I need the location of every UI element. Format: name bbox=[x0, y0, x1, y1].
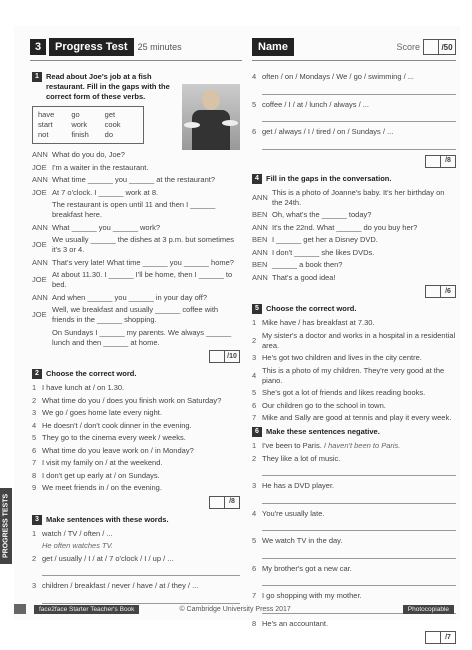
score-input-box[interactable] bbox=[425, 155, 441, 168]
list-item: 5 She's got a lot of friends and likes reading books. bbox=[252, 388, 426, 397]
dialogue-line: ANN And when ______ you ______ in your day off? bbox=[32, 292, 207, 302]
side-tab-progress-tests: PROGRESS TESTS bbox=[0, 488, 12, 564]
list-item: 5 We watch TV in the day. bbox=[252, 536, 343, 545]
list-item: 3 children / breakfast / never / have / at / they / ... bbox=[32, 581, 199, 590]
list-item: 2 What time do you / does you finish work on Saturday? bbox=[32, 395, 222, 405]
section-1-heading bbox=[32, 72, 172, 102]
list-item: 6 My brother's got a new car. bbox=[252, 563, 352, 573]
dialogue-line: ANN It's the 22nd. What ______ do you buy her? bbox=[252, 222, 418, 232]
answer-line[interactable] bbox=[262, 466, 456, 476]
score-input-box[interactable] bbox=[425, 285, 441, 298]
section-3-items bbox=[32, 529, 240, 604]
dialogue-line: BEN ______ a book then? bbox=[252, 260, 343, 269]
answer-line[interactable] bbox=[262, 576, 456, 586]
section-number: 1 bbox=[32, 72, 42, 82]
section-3-score: /8 bbox=[252, 155, 456, 168]
dialogue-line: JOE At 7 o'clock. I ______ work at 8. bbox=[32, 187, 159, 197]
answer-line[interactable] bbox=[262, 140, 456, 150]
section-2-heading: 2 Choose the correct word. bbox=[32, 369, 240, 379]
score-total: /50 bbox=[439, 39, 456, 55]
list-item: 6 What time do you leave work on / in Monday? bbox=[32, 445, 194, 455]
dialogue-line: JOE I'm a waiter in the restaurant. bbox=[32, 162, 149, 172]
answer-line[interactable] bbox=[262, 494, 456, 504]
word: not bbox=[38, 130, 49, 139]
section-4-score: /6 bbox=[252, 285, 456, 298]
list-item: 8 I don't get up early at / on Sundays. bbox=[32, 470, 160, 480]
list-item: 5 coffee / I / at / lunch / always / ... bbox=[252, 99, 369, 109]
list-item: 3 He has a DVD player. bbox=[252, 481, 335, 490]
section-5-heading: 5 Choose the correct word. bbox=[252, 304, 456, 314]
list-item: 7 I go shopping with my mother. bbox=[252, 591, 362, 600]
word: get bbox=[104, 110, 116, 119]
list-item: 4 He doesn't / don't cook dinner in the evening. bbox=[32, 420, 192, 430]
score-input-box[interactable] bbox=[209, 350, 225, 363]
test-title: Progress Test bbox=[49, 38, 134, 56]
dialogue-line: ANN This is a photo of Joanne's baby. It's her birthday on the 24th. bbox=[252, 187, 445, 207]
list-item: 3 He's got two children and lives in the city centre. bbox=[252, 353, 422, 362]
section-5-items bbox=[252, 318, 456, 423]
dialogue-line: JOE We usually ______ the dishes at 3 p.m. but sometimes it's 3 or 4. bbox=[32, 235, 235, 254]
section-6-score: /7 bbox=[252, 631, 456, 644]
page-footer bbox=[14, 602, 460, 616]
section-title: Read about Joe's job at a fish restaurant. Fill in the gaps with the correct form of these verbs. bbox=[46, 72, 170, 101]
score-input-box[interactable] bbox=[423, 39, 439, 55]
dialogue-line: ANN What ______ you ______ work? bbox=[32, 222, 160, 232]
list-item: 6 Our children go to the school in town. bbox=[252, 400, 386, 410]
dialogue-line: ANN What time ______ you ______ at the restaurant? bbox=[32, 175, 216, 184]
score-input-box[interactable] bbox=[425, 631, 441, 644]
list-item: 4 You're usually late. bbox=[252, 508, 325, 518]
page-number-marker bbox=[14, 604, 26, 614]
list-item: 7 I visit my family on / at the weekend. bbox=[32, 458, 163, 467]
score-label: Score bbox=[396, 42, 420, 52]
list-item: 4 often / on / Mondays / We / go / swimming / ... bbox=[252, 72, 415, 81]
unit-number: 3 bbox=[30, 39, 46, 55]
name-label: Name bbox=[252, 38, 294, 56]
list-item: 2 get / usually / I / at / 7 o'clock / I / up / ... bbox=[32, 553, 174, 563]
word: work bbox=[71, 120, 88, 129]
header-rule-right bbox=[252, 60, 456, 61]
dialogue-line: ANN That's very late! What time ______ you ______ home? bbox=[32, 257, 234, 267]
answer-line[interactable] bbox=[262, 112, 456, 122]
section-2-score: /8 bbox=[32, 496, 240, 509]
word: cook bbox=[104, 120, 121, 129]
dialogue-line: On Sundays I ______ my parents. We always ______ lunch and then ______ at home. bbox=[52, 327, 232, 347]
answer-line[interactable] bbox=[262, 521, 456, 531]
section-1-score: /10 bbox=[32, 350, 240, 363]
list-item: 1 I have lunch at / on 1.30. bbox=[32, 383, 125, 392]
word: go bbox=[71, 110, 80, 119]
answer-line[interactable] bbox=[262, 85, 456, 95]
section-6-heading: 6 Make these sentences negative. bbox=[252, 427, 456, 437]
word: have bbox=[38, 110, 55, 119]
dialogue-line: JOE Well, we breakfast and usually ______ coffee with friends in the ______ shopping. bbox=[32, 305, 219, 324]
answer-line[interactable] bbox=[262, 549, 456, 559]
dialogue-line: ANN What do you do, Joe? bbox=[32, 150, 125, 159]
photocopiable-label: Photocopiable bbox=[403, 605, 454, 614]
score-input-box[interactable] bbox=[209, 496, 225, 509]
section-6-items bbox=[252, 441, 456, 629]
dialogue-line: The restaurant is open until 11 and then I ______ breakfast here. bbox=[52, 200, 216, 219]
list-item: 2 They like a lot of music. bbox=[252, 453, 341, 463]
list-item: 1 watch / TV / often / ... bbox=[32, 528, 113, 538]
word: finish bbox=[71, 130, 89, 139]
conversation-1 bbox=[32, 150, 240, 348]
copyright: © Cambridge University Press 2017 bbox=[179, 605, 291, 613]
header-rule bbox=[30, 60, 242, 61]
answer-line[interactable] bbox=[42, 566, 240, 576]
list-item: 8 He's an accountant. bbox=[252, 618, 329, 628]
list-item: 4 This is a photo of my children. They're very good at the piano. bbox=[252, 365, 445, 385]
test-duration: 25 minutes bbox=[137, 42, 182, 52]
conversation-4 bbox=[252, 188, 456, 283]
section-4-heading: 4 Fill in the gaps in the conversation. bbox=[252, 174, 456, 184]
list-item: 7 Mike and Sally are good at tennis and play it every week. bbox=[252, 413, 452, 422]
right-column bbox=[252, 72, 456, 650]
test-header bbox=[30, 36, 242, 58]
dialogue-line: BEN I ______ get her a Disney DVD. bbox=[252, 235, 378, 244]
section-2-items bbox=[32, 383, 240, 493]
book-title: face2face Starter Teacher's Book bbox=[34, 605, 139, 614]
dialogue-line: JOE At about 11.30. I ______ I'll be home, then I ______ to bed. bbox=[32, 270, 233, 289]
word: do bbox=[104, 130, 113, 139]
example-item: 1 I've been to Paris. I haven't been to Paris. bbox=[252, 441, 401, 450]
list-item: 5 They go to the cinema every week / weeks. bbox=[32, 433, 186, 442]
word-box bbox=[32, 106, 144, 144]
worksheet-page bbox=[14, 26, 460, 641]
example-answer: He often watches TV. bbox=[42, 541, 114, 550]
dialogue-line: ANN I don't ______ she likes DVDs. bbox=[252, 247, 375, 257]
left-column bbox=[32, 72, 240, 609]
dialogue-line: ANN That's a good idea! bbox=[252, 272, 336, 282]
list-item: 1 Mike have / has breakfast at 7.30. bbox=[252, 318, 375, 327]
dialogue-line: BEN Oh, what's the ______ today? bbox=[252, 210, 372, 219]
list-item: 3 We go / goes home late every night. bbox=[32, 408, 162, 417]
list-item: 9 We meet friends in / on the evening. bbox=[32, 483, 162, 492]
word: start bbox=[38, 120, 53, 129]
section-3-continued bbox=[252, 72, 456, 150]
section-3-heading: 3 Make sentences with these words. bbox=[32, 515, 240, 525]
list-item: 2 My sister's a doctor and works in a hospital in a residential area. bbox=[252, 330, 456, 350]
waiter-photo bbox=[182, 84, 240, 150]
list-item: 6 get / always / I / tired / on / Sundays / ... bbox=[252, 127, 394, 136]
name-score-header bbox=[252, 36, 456, 58]
